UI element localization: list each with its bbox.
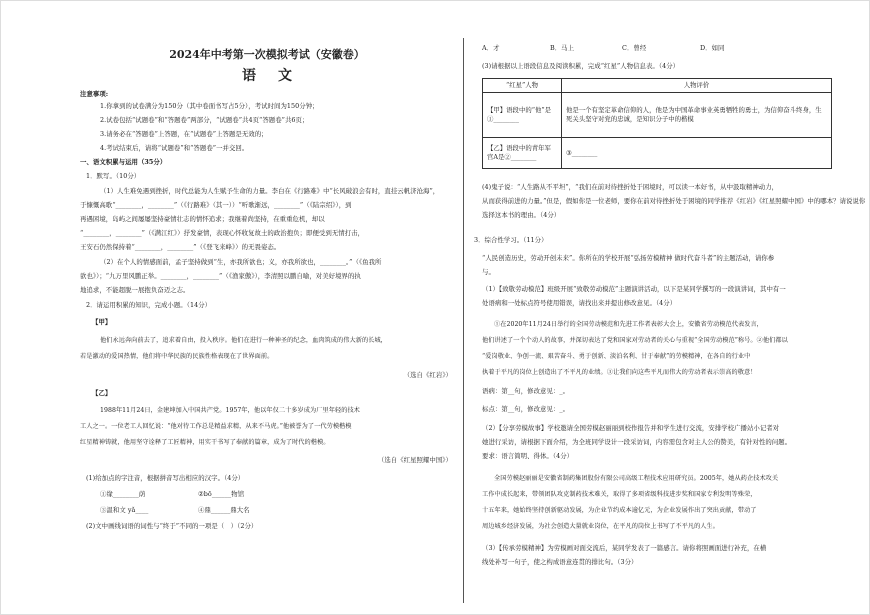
- question-1: 1．默写。（10分）: [86, 172, 141, 180]
- subject-title: 语文: [242, 68, 314, 84]
- yi-text-1: 1988年11月24日，金建坤加入中国共产党。1957年，他以年仅二十多岁成为厂里年轻的技术: [100, 407, 360, 414]
- jia-text-2: 若是激动的爱国热情，他们将中华民族的民族性格表现在了世界面前。: [80, 353, 274, 360]
- sub3-line-1: （3）【传承劳模精神】为劳模画对面交流后，某同学发表了一篇感言。请你将照画面进行补充，在横: [482, 544, 767, 552]
- sub1-line-1: （1）【致敬劳动模范】班级开展“致敬劳动模范”主题演讲活动，以下是某同学撰写的一段演讲词，其中有一: [482, 285, 786, 293]
- table-header-row: [483, 79, 832, 93]
- sub2-line-3: 要求：语言简明、得体。（4分）: [482, 452, 574, 460]
- table-row: [483, 93, 832, 138]
- table-cell: 【甲】语段中的“他”是①________: [483, 93, 562, 138]
- table-header-cell: 人物评价: [562, 79, 832, 93]
- note-4: 4.考试结束后，请将“试题卷”和“答题卷”一并交回。: [100, 144, 249, 152]
- choice-d: D．如同: [700, 44, 725, 52]
- note-3: 3.请务必在“答题卷”上答题，在“试题卷”上答题是无效的；: [100, 130, 268, 138]
- passage2-line-1: 全国劳模赵丽丽是安徽省制药集团股份有限公司高级工程技术应用研究员。2005年，她从药企技术攻关: [494, 475, 779, 482]
- note-1: 1.你拿到的试卷满分为150分（其中卷面书写占5分），考试时间为150分钟；: [100, 102, 319, 110]
- q1-line-1: （1）人生难免遇到挫折，时代总能为人生赋予生命的力量。李白在《行路难》中“长风破浪会有时，直挂云帆济沧海”，: [100, 187, 440, 195]
- answer-punctuation: 标点：第__句，修改意见：_。: [482, 405, 570, 413]
- q1-line-4: “________，________”（《满江红》）抒发豪情，表现心怀收复故土的政治抱负；即便受到无情打击，: [80, 229, 365, 237]
- passage1-line-2: 他们讲述了一个个动人的故事，并深切表达了党和国家对劳动者的关心与重视“全国劳动模范”称号。②他们都以: [482, 337, 788, 344]
- exam-title: 2024年中考第一次模拟考试（安徽卷）: [169, 48, 365, 61]
- answer-grammar: 语病：第__句，修改意见：_。: [482, 387, 570, 395]
- table-cell: ③________: [562, 138, 832, 169]
- yi-source: （选自《红星照耀中国》）: [377, 456, 452, 464]
- table-header-cell: “红星”人物: [483, 79, 562, 93]
- character-table: [482, 78, 832, 169]
- notes-heading: 注意事项:: [80, 90, 109, 98]
- q4-line-1: (4)鬼子说：“人生路从不平坦”，“我们在前对待挫折处于困境时，可以读一本好书，从中汲取精神动力，: [482, 183, 779, 191]
- q4-line-2: 从而获得前进的力量。”但是，假如你是一位老师，要你在前对待挫折处于困境的同学推荐《红岩》《红星照耀中国》中的哪本？请说说你: [482, 197, 866, 205]
- yi-label: 【乙】: [92, 389, 112, 397]
- sub3-line-2: 线处补写一句子，使之构成语意连贯的排比句。（3分）: [482, 558, 638, 566]
- jia-text-1: 他们永远奔向前去了，追求着自由，投入秩序。他们在进行一种神圣的纪念，血肉筑成的伟大新的长城，: [100, 337, 387, 344]
- jia-source: （选自《红岩》）: [403, 371, 452, 379]
- q2-1-item-1: ①缘________荫: [100, 490, 146, 498]
- q2-1: (1)给加点的字注音，根据拼音写出相应的汉字。（4分）: [86, 474, 245, 482]
- table-cell: 【乙】语段中的青年军官A是②________: [483, 138, 562, 169]
- sub2-line-1: （2）【分享劳模故事】学校邀请全国劳模赵丽丽到校作报告并和学生进行交流，安排学校广播站小记者对: [482, 424, 780, 432]
- passage2-line-3: 十五年来，她始终坚持创新驱动发展，为企业节约成本逾亿元，为企业发展作出了突出贡献，带动了: [482, 507, 757, 514]
- q2-2: (2)文中画线词语的词性与“终于”不同的一项是（ ）（2分）: [86, 522, 258, 530]
- passage1-line-3: “爱岗敬业、争创一流、艰苦奋斗、勇于创新、淡泊名利、甘于奉献”的劳模精神，在各自的行业中: [482, 353, 751, 360]
- intro-line-1: “人民创造历史，劳动开创未来”。你所在的学校开展“弘扬劳模精神 做时代奋斗者”的主题活动，请你参: [482, 254, 775, 262]
- section-1-heading: 一、语文积累与运用（35分）: [80, 158, 167, 166]
- jia-label: 【甲】: [92, 318, 112, 326]
- passage2-line-4: 周边城乡经济发展，为社会创造大量就业岗位，在平凡的岗位上书写了不平凡的人生。: [482, 523, 720, 530]
- note-2: 2.试卷包括“试题卷”和“答题卷”两部分，“试题卷”共4页“答题卷”共6页；: [100, 116, 309, 124]
- q1-line-2: 于慷慨高歌“________，________”（《行路难》（其一））“听歌渐远，________”（《陆宗绍》），到: [80, 201, 352, 209]
- passage1-line-4: 执着于平凡的岗位上创造出了不平凡的业绩。③让我们向这些平凡而伟大的劳动者表示崇高的敬意！: [482, 369, 757, 376]
- right-column: [472, 0, 866, 615]
- yi-text-3: 红星精神铸就，他用坚守诠释了工匠精神，用实干书写了奉献的篇章，成为了时代的楷模。: [80, 439, 330, 446]
- question-3-sub: (3)请根据以上语段信息及阅读积累，完成“红星”人物信息表。（4分）: [482, 62, 680, 70]
- q1-line-3: 再遇困境，岛屿之间屡屡坚持豪情壮志的情怀追求；我继着尚坚持，在重重危机，却以: [80, 215, 325, 223]
- question-2: 2．请运用积累的知识，完成小题。（14分）: [86, 301, 212, 309]
- left-column: [78, 0, 456, 615]
- q2-1-item-2: ②bō______物馆: [198, 490, 245, 498]
- sub2-line-2: 她进行采访，请根据下面介绍，为全班同学设计一段采访词，内容需包含对主人公的赞美，有针对性的问题。: [482, 438, 792, 446]
- sub1-line-2: 处语病和一处标点符号使用错误，请找出来并提出修改意见。（4分）: [482, 299, 677, 307]
- intro-line-2: 与。: [482, 268, 495, 276]
- q2-1-item-4: ④鼎______鼎大名: [198, 506, 250, 514]
- q1-line-7: 欲也》）；“九万里风鹏正举。________，________”（《渔家傲》），李清照以鹏自喻，对美好境界的执: [80, 272, 361, 280]
- choice-a: A．才: [482, 44, 500, 52]
- q1-line-5: 王安石仍然保持着“________，________”（《登飞来峰》）的无畏姿态。: [80, 243, 281, 251]
- q2-1-item-3: ③温和文 yǎ____: [100, 506, 149, 514]
- choice-c: C．曾经: [622, 44, 647, 52]
- passage2-line-2: 工作中成长起来，带领团队攻克制药技术难关，取得了多项省级科技进步奖和国家专利发明等殊荣，: [482, 491, 757, 498]
- choice-b: B．马上: [550, 44, 575, 52]
- passage1-line-1: ①在2020年11月24日举行的全国劳动模范和先进工作者表彰大会上，安徽省劳动模范代表发言，: [494, 321, 763, 328]
- q1-line-8: 地追求，不能超脱一展抱负奋迈之志。: [80, 286, 190, 294]
- question-3-main: 3．综合性学习。（11分）: [474, 236, 548, 244]
- yi-text-2: 工人之一。一位老工人回忆说：“他对待工作总是精益求精，从来不马虎。”他被誉为了一代劳模楷模: [80, 423, 352, 430]
- table-cell: 他是一个有坚定革命信仰的人，他是为中国革命事业英勇牺牲的勇士，为信仰奋斗终身，生死关头坚守对党的忠诚，是知识分子中的楷模: [562, 93, 832, 138]
- column-divider: [463, 38, 464, 603]
- q4-line-3: 选择这本书的理由。（4分）: [482, 211, 561, 219]
- table-row: [483, 138, 832, 169]
- q1-line-6: （2）在个人的情感面前，孟子坚持做到“生，亦我所欲也；义，亦我所欲也，________。”（《鱼我所: [100, 258, 382, 266]
